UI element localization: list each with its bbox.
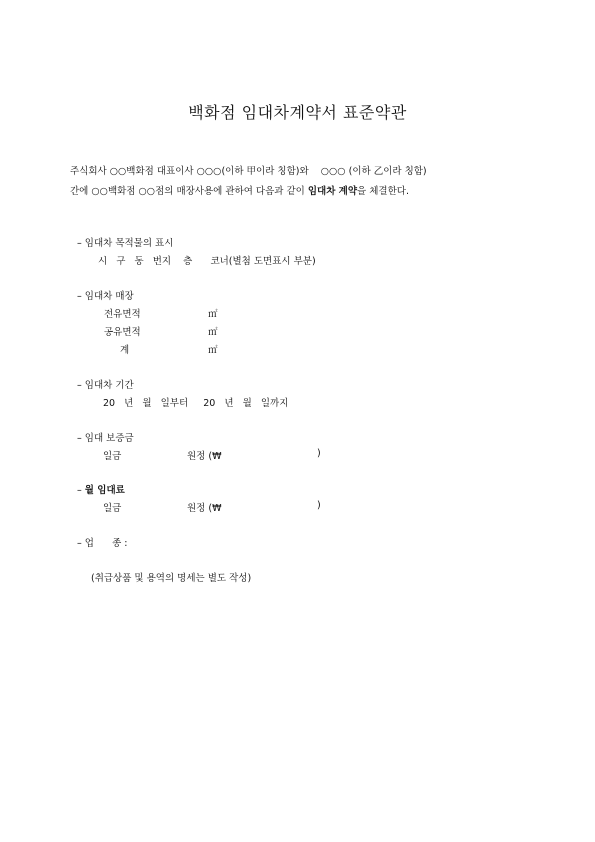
common-area-unit: ㎡ bbox=[208, 327, 218, 338]
exclusive-area-unit: ㎡ bbox=[208, 309, 218, 320]
common-area-label: 공유면적 bbox=[104, 327, 141, 338]
document-title: 백화점 임대차계약서 표준약관 bbox=[188, 103, 407, 122]
intro-contract-term: 임대차 계약 bbox=[307, 186, 358, 197]
deposit-amount-label: 일금 bbox=[103, 451, 122, 462]
business-note: (취급상품 및 용역의 명세는 별도 작성) bbox=[91, 573, 252, 584]
intro-line-2-end: 을 체결한다. bbox=[357, 186, 409, 197]
section-store-heading: – 임대차 매장 bbox=[77, 291, 134, 302]
monthly-close-paren: ) bbox=[317, 500, 321, 511]
section-object-row: 시 구 동 번지 층 코너(별첨 도면표시 부분) bbox=[98, 256, 316, 267]
exclusive-area-label: 전유면적 bbox=[104, 309, 141, 320]
total-area-label: 계 bbox=[120, 345, 130, 356]
total-area-unit: ㎡ bbox=[208, 345, 218, 356]
section-object-heading: – 임대차 목적물의 표시 bbox=[77, 238, 174, 249]
deposit-won-label: 원정 (₩ bbox=[187, 451, 222, 462]
deposit-close-paren: ) bbox=[317, 448, 321, 459]
intro-line-2-text: 간에 ○○백화점 ○○점의 매장사용에 관하여 다음과 같이 bbox=[70, 186, 308, 197]
intro-line-1: 주식회사 ○○백화점 대표이사 ○○○(이하 甲이라 칭함)와 ○○○ (이하 乙이라 칭함) bbox=[70, 166, 427, 177]
section-monthly-heading bbox=[77, 482, 125, 496]
section-deposit-heading: – 임대 보증금 bbox=[77, 433, 134, 444]
intro-line-2 bbox=[70, 183, 409, 197]
monthly-amount-label: 일금 bbox=[103, 503, 122, 514]
monthly-heading-label: 월 임대료 bbox=[84, 485, 125, 496]
monthly-heading-dash: – bbox=[77, 485, 85, 496]
section-business-heading: – 업 종 : bbox=[77, 538, 128, 549]
monthly-won-label: 원정 (₩ bbox=[187, 503, 222, 514]
section-period-heading: – 임대차 기간 bbox=[77, 380, 134, 391]
section-period-row: 20 년 월 일부터 20 년 월 일까지 bbox=[103, 398, 289, 409]
